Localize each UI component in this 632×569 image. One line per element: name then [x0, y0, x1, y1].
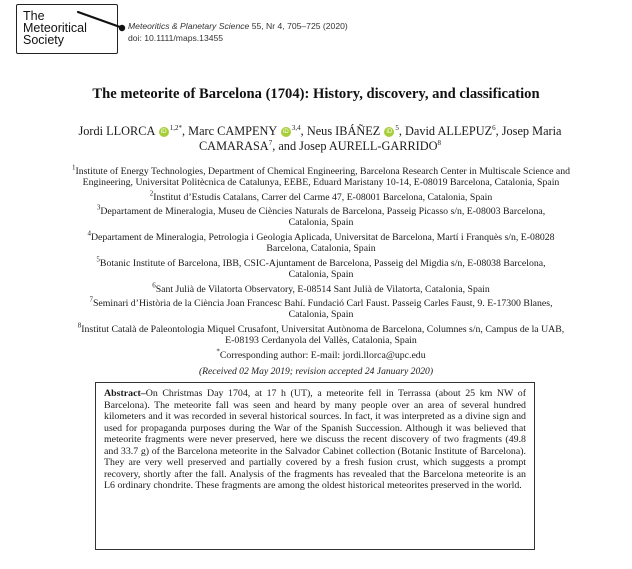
affiliation-text: Institut Català de Paleontologia Miquel Crusafont, Universitat Autònoma de Barcelona, Columnes s/n, Campus de la UAB,	[81, 324, 565, 335]
logo-line-3: Society	[23, 33, 64, 47]
author-affiliation-number: 1,2*	[169, 123, 182, 132]
affiliation-line	[30, 243, 612, 254]
orcid-icon[interactable]: iD	[384, 127, 394, 137]
affiliation-text: Barcelona, Catalonia, Spain	[266, 243, 376, 255]
affiliation-number: 6	[152, 281, 156, 290]
author-separator: ,	[300, 124, 307, 138]
abstract-text: On Christmas Day 1704, at 17 h (UT), a meteorite fell in Terrassa (about 25 km NW of Barcelona). The meteorite fall was seen and heard by many people over an area of several hundred kilometers and it was recorded in several historical sources. In fact, it was interpreted as a divine sign and used for propaganda purposes during the War of the Spanish Succession. Although it was believed that meteorite fragments were never preserved, here we discuss the recent discovery of two fragments (49.8 and 33.7 g) of the Barcelona meteorite in the Salvador Cabinet collection (Botanic Institute of Barcelona). They are very well preserved and partially covered by a fresh fusion crust, which suggests a prompt recovery, shortly after the fall. Analysis of the fragments has revealed that the Barcelona meteorite is an L6 ordinary chondrite. These fragments are among the oldest historical meteorites preserved in the world.	[104, 388, 526, 491]
affiliation-text: Departament de Mineralogia, Petrologia i Geologia Aplicada, Universitat de Barcelona, Martí i Franquès s/n, E-08028	[90, 232, 555, 243]
affiliation-text: Catalonia, Spain	[288, 217, 354, 229]
author-name: Marc CAMPENY	[188, 124, 277, 138]
affiliation-line	[30, 321, 612, 335]
abstract-label: Abstract–	[104, 388, 146, 399]
affiliation-number: 5	[96, 255, 100, 264]
author-affiliation-number: 6	[492, 123, 496, 132]
affiliation	[30, 281, 612, 295]
affiliation-line	[30, 255, 612, 269]
author	[78, 124, 188, 138]
paper-title: The meteorite of Barcelona (1704): History, discovery, and classification	[92, 86, 540, 102]
affiliation-line	[30, 295, 612, 309]
author	[307, 124, 405, 138]
affiliation-text: Botanic Institute of Barcelona, IBB, CSIC-Ajuntament de Barcelona, Passeig del Migdia s/n, E-08038 Barcelona,	[99, 258, 546, 269]
author-separator: ,	[495, 124, 502, 138]
author-name: David ALLEPUZ	[405, 124, 493, 138]
affiliation-text: Catalonia, Spain	[288, 269, 354, 281]
author-name: Neus IBÁÑEZ	[306, 124, 381, 138]
received-dates: (Received 02 May 2019; revision accepted 24 January 2020)	[198, 366, 434, 377]
author-affiliation-number: 8	[437, 138, 442, 147]
affiliation-number: 2	[149, 189, 154, 198]
logo-line-2: Meteoritical	[23, 21, 87, 35]
affiliation	[30, 321, 612, 347]
author-name: Jordi LLORCA	[78, 124, 155, 138]
affiliation-line	[30, 163, 612, 177]
author-affiliation-number: 7	[268, 138, 273, 147]
affiliation-number: 3	[96, 203, 101, 212]
abstract-box	[95, 382, 535, 550]
affiliation-text: Institute of Energy Technologies, Department of Chemical Engineering, Barcelona Research Center in Multiscale Science and	[75, 166, 571, 177]
affiliation-number: 4	[87, 229, 91, 238]
affiliation-line	[30, 203, 612, 217]
author	[405, 124, 502, 138]
journal-issue: 55, Nr 4, 705–725 (2020)	[251, 21, 348, 31]
affiliation	[30, 295, 612, 321]
affiliation-text: E-08193 Cerdanyola del Vallès, Catalonia, Spain	[225, 335, 417, 347]
affiliation-number: 7	[89, 295, 93, 304]
author-separator: ,	[181, 124, 189, 138]
affiliation-line	[30, 269, 612, 280]
journal-name: Meteoritics & Planetary Science	[128, 21, 250, 31]
journal-header	[128, 21, 348, 44]
logo-line-1: The	[23, 9, 45, 23]
author	[299, 139, 441, 153]
affiliation	[30, 163, 612, 189]
affiliation-text[interactable]: Corresponding author: E-mail: jordi.llorca@upc.edu	[219, 350, 426, 361]
affiliation-number: *	[216, 347, 220, 356]
affiliation-line	[30, 347, 612, 361]
affiliation-number: 1	[71, 163, 76, 172]
author-name: Josep Maria CAMARASA	[198, 124, 562, 153]
author-affiliation-number: 3,4	[291, 123, 301, 132]
affiliation-text: Catalonia, Spain	[288, 309, 354, 321]
affiliation	[30, 203, 612, 229]
affiliation-line	[30, 281, 612, 295]
affiliation-line	[30, 309, 612, 320]
affiliation-text: Seminari d’Història de la Ciència Joan Francesc Bahí. Fundació Carl Faust. Passeig Carles Faust, 9. E-17300 Blanes,	[92, 298, 553, 309]
author-name: Josep AURELL-GARRIDO	[299, 139, 438, 153]
doi[interactable]: doi: 10.1111/maps.13455	[128, 32, 224, 43]
affiliation-line	[30, 229, 612, 243]
orcid-icon[interactable]: iD	[159, 127, 169, 137]
affiliation-number: 8	[77, 321, 82, 330]
author-separator: , and	[272, 139, 300, 153]
affiliation-line	[30, 177, 612, 188]
affiliation	[30, 189, 612, 203]
affiliation-text: Engineering, Universitat Politècnica de Catalunya, EEBE, Eduard Maristany 10-14, E-08019 Barcelona, Catalonia, Spain	[82, 177, 560, 189]
affiliation	[30, 229, 612, 255]
affiliation	[30, 255, 612, 281]
affiliation-line	[30, 217, 612, 228]
author-separator: ,	[398, 124, 405, 138]
affiliation-line	[30, 189, 612, 203]
affiliation-text: Departament de Mineralogia, Museu de Ciències Naturals de Barcelona, Passeig Picasso s/n, E-08003 Barcelona,	[100, 206, 546, 217]
affiliation-text: Institut d’Estudis Catalans, Carrer del Carme 47, E-08001 Barcelona, Catalonia, Spain	[153, 192, 493, 203]
affiliation	[30, 347, 612, 361]
author-affiliation-number: 5	[395, 123, 399, 132]
author-list	[50, 124, 590, 154]
affiliation-line	[30, 335, 612, 346]
author	[188, 124, 307, 138]
society-logo	[16, 4, 120, 56]
orcid-icon[interactable]: iD	[281, 127, 291, 137]
affiliation-text: Sant Julià de Vilatorta Observatory, E-08514 Sant Julià de Vilatorta, Catalonia, Spain	[155, 284, 490, 295]
